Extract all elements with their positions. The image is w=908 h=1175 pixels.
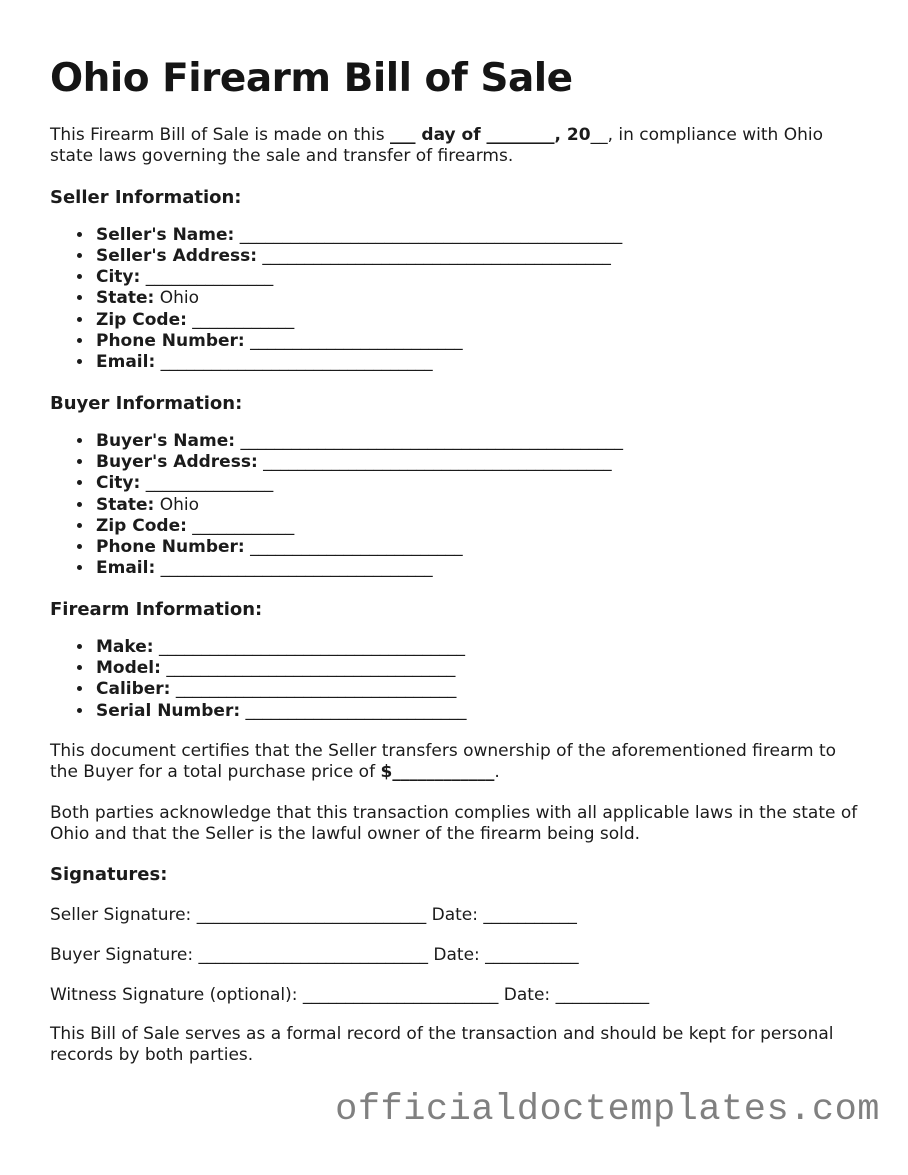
item-label: Email: xyxy=(96,558,156,579)
date-label: Date: xyxy=(431,905,478,926)
item-label: Serial Number: xyxy=(96,700,241,721)
item-label: Make: xyxy=(96,636,154,657)
list-item-buyer-state xyxy=(94,495,862,516)
signature-row-seller xyxy=(50,904,862,926)
signature-line: ___________________________ xyxy=(193,945,434,966)
certify-paragraph xyxy=(50,741,862,784)
seller-field-list xyxy=(50,225,862,374)
list-item-firearm-serial xyxy=(94,701,862,722)
intro-text-pre: This Firearm Bill of Sale is made on this xyxy=(50,125,390,145)
list-item-seller-address xyxy=(94,246,862,267)
date-label: Date: xyxy=(433,945,480,966)
intro-paragraph xyxy=(50,125,862,168)
date-label: Date: xyxy=(503,985,551,1006)
fill-line: _________________________________________ xyxy=(257,245,611,266)
item-label: Model: xyxy=(96,658,161,679)
fill-line: ________________________________ xyxy=(155,352,433,373)
section-heading-firearm: Firearm Information: xyxy=(50,598,263,620)
list-item-firearm-model xyxy=(94,658,862,679)
price-blank: $____________ xyxy=(380,762,495,783)
list-item-seller-city xyxy=(94,267,862,288)
item-label: Buyer's Address: xyxy=(96,451,258,472)
fill-line: ________________________________ xyxy=(155,558,433,579)
item-label: Phone Number: xyxy=(96,537,245,558)
fill-line: __________________________________ xyxy=(160,658,456,679)
fill-line: _____________________________________________ xyxy=(234,224,623,245)
item-label: Email: xyxy=(96,352,156,373)
item-value: Ohio xyxy=(154,494,199,515)
list-item-buyer-city xyxy=(94,473,862,494)
firearm-field-list xyxy=(50,637,862,722)
date-line: ___________ xyxy=(477,905,577,926)
item-label: Seller's Name: xyxy=(96,224,235,245)
item-label: Seller's Address: xyxy=(96,245,258,266)
date-line: ___________ xyxy=(479,945,579,966)
signature-row-buyer xyxy=(50,944,862,966)
list-item-seller-phone xyxy=(94,331,862,352)
list-item-seller-email xyxy=(94,352,862,373)
item-label: City: xyxy=(96,473,141,494)
page-title: Ohio Firearm Bill of Sale xyxy=(50,56,573,101)
fill-line: _________________________ xyxy=(244,537,463,558)
signature-label: Witness Signature (optional): xyxy=(50,985,298,1006)
watermark-site-name: officialdoctemplates.com xyxy=(335,1089,880,1131)
list-item-buyer-phone xyxy=(94,537,862,558)
fill-line: _______________ xyxy=(140,267,274,288)
fill-line: _________________________________________ xyxy=(257,451,612,472)
signature-row-witness xyxy=(50,984,862,1006)
item-label: Zip Code: xyxy=(96,309,187,330)
fill-line: __________________________ xyxy=(240,700,467,721)
fill-line: ____________ xyxy=(186,309,295,330)
list-item-seller-name xyxy=(94,225,862,246)
acknowledge-paragraph: Both parties acknowledge that this transaction complies with all applicable laws in the state of Ohio and that the Seller is the lawful owner of the firearm being sold. xyxy=(50,802,858,844)
list-item-buyer-email xyxy=(94,558,862,579)
section-heading-buyer: Buyer Information: xyxy=(50,392,243,414)
signature-label: Buyer Signature: xyxy=(50,945,194,966)
signature-line: _______________________ xyxy=(297,985,504,1006)
fill-line: _________________________________ xyxy=(170,679,457,700)
fill-line: _____________________________________________ xyxy=(235,430,623,451)
intro-text-post: __, in compliance with Ohio state laws governing the sale and transfer of firearms. xyxy=(50,125,823,167)
certify-text-pre: This document certifies that the Seller transfers ownership of the aforementioned firearm to the Buyer for a total purchase price of xyxy=(50,740,837,783)
certify-text-post: . xyxy=(494,762,500,783)
item-label: Caliber: xyxy=(96,679,171,700)
closing-paragraph: This Bill of Sale serves as a formal record of the transaction and should be kept for personal records by both parties. xyxy=(50,1024,834,1066)
item-label: State: xyxy=(96,288,155,309)
section-heading-signatures: Signatures: xyxy=(50,864,168,886)
list-item-buyer-address xyxy=(94,452,862,473)
list-item-buyer-zip xyxy=(94,516,862,537)
fill-line: ____________________________________ xyxy=(153,636,465,657)
item-label: Phone Number: xyxy=(96,331,245,352)
fill-line: _______________ xyxy=(140,473,274,494)
section-heading-seller: Seller Information: xyxy=(50,186,242,208)
list-item-firearm-caliber xyxy=(94,679,862,700)
list-item-buyer-name xyxy=(94,431,862,452)
item-label: State: xyxy=(96,494,155,515)
list-item-seller-state xyxy=(94,288,862,309)
buyer-field-list xyxy=(50,431,862,580)
date-line: ___________ xyxy=(550,985,650,1006)
document-content xyxy=(50,57,862,1067)
item-label: City: xyxy=(96,267,141,288)
list-item-seller-zip xyxy=(94,310,862,331)
signature-label: Seller Signature: xyxy=(50,905,192,926)
item-value: Ohio xyxy=(154,288,199,309)
signature-line: ___________________________ xyxy=(191,905,432,926)
item-label: Buyer's Name: xyxy=(96,430,236,451)
fill-line: _________________________ xyxy=(244,331,463,352)
item-label: Zip Code: xyxy=(96,515,187,536)
fill-line: ____________ xyxy=(186,515,295,536)
intro-date-blanks: ___ day of ________, 20 xyxy=(390,125,591,145)
list-item-firearm-make xyxy=(94,637,862,658)
